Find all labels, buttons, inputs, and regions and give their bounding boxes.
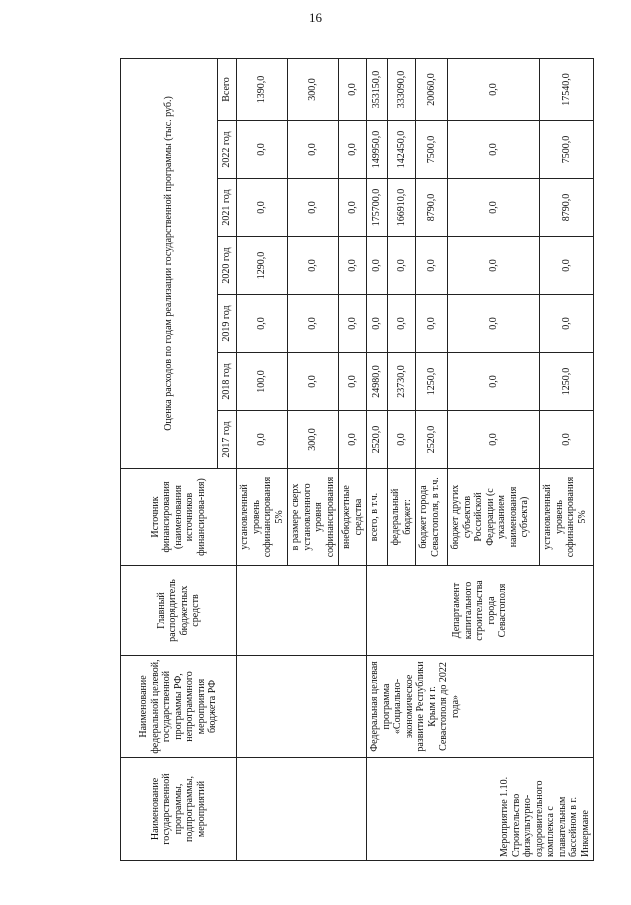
value-cell: 0,0 xyxy=(339,121,367,179)
value-cell: 0,0 xyxy=(448,121,540,179)
header-total: Всего xyxy=(218,58,237,120)
value-cell: 0,0 xyxy=(388,411,416,469)
value-cell: 0,0 xyxy=(388,295,416,353)
value-cell: 0,0 xyxy=(339,58,367,120)
measure-distributor: Департамент капитального строительства города Севастополя xyxy=(367,566,594,656)
source-cell: федеральный бюджет: xyxy=(388,469,416,566)
value-cell: 7500,0 xyxy=(540,121,594,179)
value-cell: 0,0 xyxy=(367,237,388,295)
value-cell: 0,0 xyxy=(288,353,339,411)
header-year: 2020 год xyxy=(218,237,237,295)
source-cell: установленный уровень софинансирования 5% xyxy=(237,469,288,566)
header-program-name: Наименование государственной программы, подпрограммы, мероприятий xyxy=(121,758,237,861)
value-cell: 1250,0 xyxy=(540,353,594,411)
value-cell: 8790,0 xyxy=(540,179,594,237)
header-distributor: Главный распорядитель бюджетных средств xyxy=(121,566,237,656)
value-cell: 23730,0 xyxy=(388,353,416,411)
value-cell: 0,0 xyxy=(540,411,594,469)
value-cell: 7500,0 xyxy=(416,121,448,179)
value-cell: 0,0 xyxy=(388,237,416,295)
value-cell: 0,0 xyxy=(448,295,540,353)
value-cell: 0,0 xyxy=(288,179,339,237)
value-cell: 0,0 xyxy=(339,237,367,295)
value-cell: 166910,0 xyxy=(388,179,416,237)
empty-cell xyxy=(237,656,367,758)
source-cell: бюджет других субъектов Российской Федерации (с указанием наименования субъекта) xyxy=(448,469,540,566)
measure-program: Федеральная целевая программа «Социально-экономическое развитие Республики Крым и г. Севастополя до 2022 года» xyxy=(367,656,594,758)
source-cell: всего, в т.ч. xyxy=(367,469,388,566)
value-cell: 8790,0 xyxy=(416,179,448,237)
header-year: 2022 год xyxy=(218,121,237,179)
empty-cell xyxy=(237,758,367,861)
value-cell: 0,0 xyxy=(288,295,339,353)
value-cell: 0,0 xyxy=(339,295,367,353)
value-cell: 0,0 xyxy=(448,237,540,295)
value-cell: 175700,0 xyxy=(367,179,388,237)
rotated-table-wrapper xyxy=(120,59,591,861)
value-cell: 0,0 xyxy=(237,411,288,469)
value-cell: 100,0 xyxy=(237,353,288,411)
source-cell: бюджет города Севастополя, в т.ч. xyxy=(416,469,448,566)
value-cell: 0,0 xyxy=(448,58,540,120)
value-cell: 24980,0 xyxy=(367,353,388,411)
header-federal-program: Наименование федеральной целевой, государственной программы РФ, непрограммного мероприятия бюджета РФ xyxy=(121,656,237,758)
value-cell: 142450,0 xyxy=(388,121,416,179)
value-cell: 353150,0 xyxy=(367,58,388,120)
value-cell: 0,0 xyxy=(416,295,448,353)
header-year: 2019 год xyxy=(218,295,237,353)
value-cell: 0,0 xyxy=(448,179,540,237)
value-cell: 1390,0 xyxy=(237,58,288,120)
value-cell: 0,0 xyxy=(448,411,540,469)
value-cell: 300,0 xyxy=(288,58,339,120)
value-cell: 300,0 xyxy=(288,411,339,469)
value-cell: 333090,0 xyxy=(388,58,416,120)
budget-table xyxy=(120,58,594,861)
measure-name: Мероприятие 1.10. Строительство физкультурно-оздоровительного комплекса с плавательным бассейном в г. Инкермане xyxy=(367,758,594,861)
value-cell: 1250,0 xyxy=(416,353,448,411)
value-cell: 0,0 xyxy=(339,411,367,469)
value-cell: 0,0 xyxy=(448,353,540,411)
value-cell: 20060,0 xyxy=(416,58,448,120)
value-cell: 0,0 xyxy=(339,353,367,411)
value-cell: 2520,0 xyxy=(416,411,448,469)
value-cell: 0,0 xyxy=(237,179,288,237)
source-cell: установленный уровень софинансирования 5% xyxy=(540,469,594,566)
value-cell: 2520,0 xyxy=(367,411,388,469)
source-cell: в размере сверх установленного уровня софинансирования xyxy=(288,469,339,566)
empty-cell xyxy=(237,566,367,656)
value-cell: 0,0 xyxy=(540,295,594,353)
value-cell: 149950,0 xyxy=(367,121,388,179)
value-cell: 0,0 xyxy=(416,237,448,295)
header-year: 2017 год xyxy=(218,411,237,469)
value-cell: 0,0 xyxy=(288,237,339,295)
page-number: 16 xyxy=(309,10,322,25)
header-year: 2018 год xyxy=(218,353,237,411)
header-source: Источник финансирования (наименования источников финансирова-ния) xyxy=(121,469,237,566)
header-year: 2021 год xyxy=(218,179,237,237)
value-cell: 0,0 xyxy=(367,295,388,353)
value-cell: 17540,0 xyxy=(540,58,594,120)
value-cell: 0,0 xyxy=(540,237,594,295)
source-cell: внебюджетные средства xyxy=(339,469,367,566)
value-cell: 0,0 xyxy=(288,121,339,179)
header-estimate: Оценка расходов по годам реализации государственной программы (тыс. руб.) xyxy=(121,58,218,468)
value-cell: 0,0 xyxy=(237,295,288,353)
value-cell: 1290,0 xyxy=(237,237,288,295)
value-cell: 0,0 xyxy=(237,121,288,179)
value-cell: 0,0 xyxy=(339,179,367,237)
